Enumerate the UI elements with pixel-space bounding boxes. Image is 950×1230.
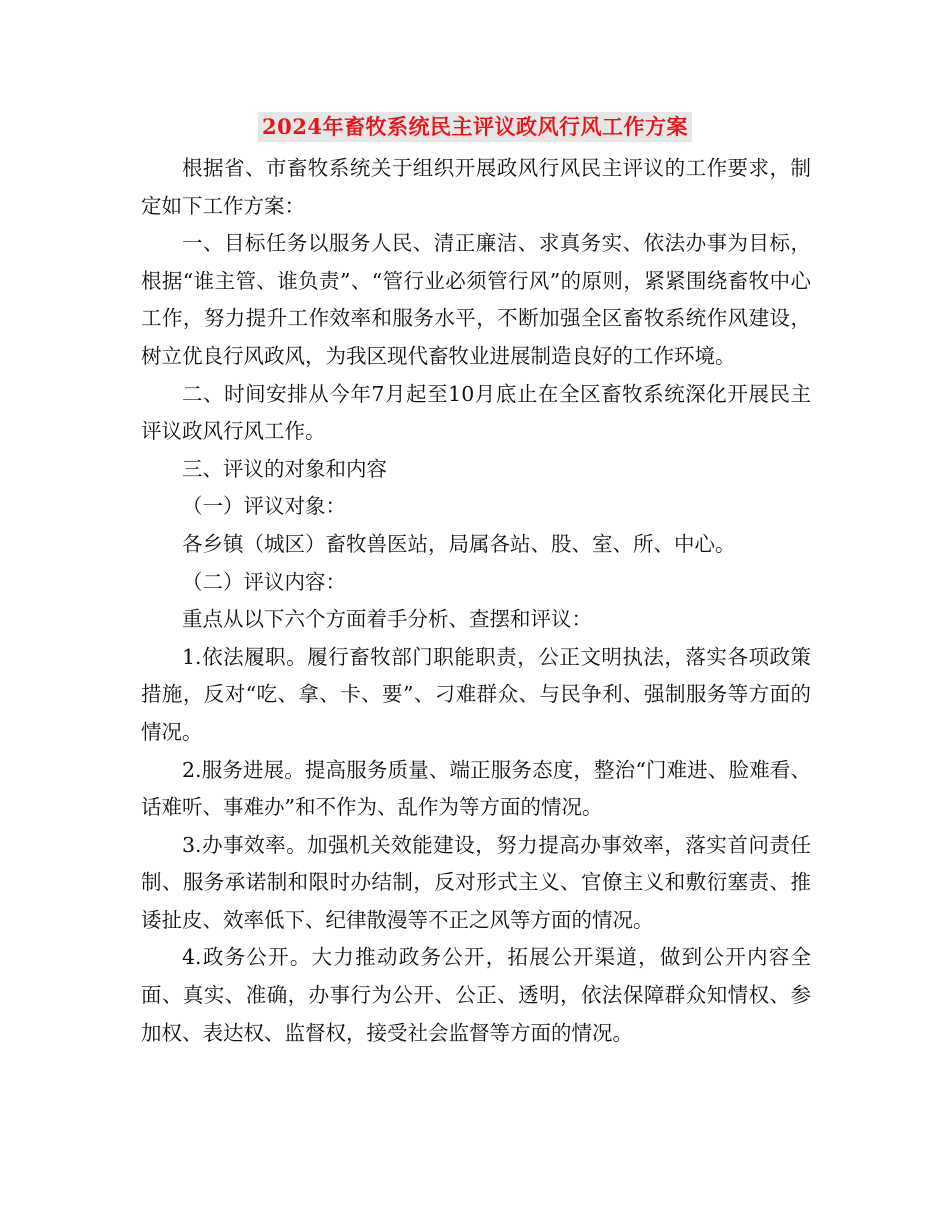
paragraph-section-3-heading: 三、评议的对象和内容 — [182, 456, 387, 481]
document-title: 2024年畜牧系统民主评议政风行风工作方案 — [258, 112, 692, 142]
paragraph-item-3-efficiency: 3.办事效率。加强机关效能建设，努力提高办事效率，落实首问责任制、服务承诺制和限时办结制，反对形式主义、官僚主义和敷衍塞责、推诿扯皮、效率低下、纪律散漫等不正之风等方面的情况。 — [141, 832, 811, 932]
paragraph-subsection-2-heading: （二）评议内容： — [182, 569, 346, 594]
paragraph-evaluation-targets: 各乡镇（城区）畜牧兽医站，局属各站、股、室、所、中心。 — [182, 531, 736, 556]
document-body — [141, 150, 811, 1052]
paragraph-intro: 根据省、市畜牧系统关于组织开展政风行风民主评议的工作要求，制定如下工作方案： — [141, 156, 811, 218]
paragraph-section-2-schedule: 二、时间安排从今年7月起至10月底止在全区畜牧系统深化开展民主评议政风行风工作。 — [141, 381, 811, 444]
paragraph-subsection-1-heading: （一）评议对象： — [182, 494, 346, 519]
paragraph-evaluation-focus: 重点从以下六个方面着手分析、查摆和评议： — [182, 607, 592, 632]
paragraph-item-1-lawful-duty: 1.依法履职。履行畜牧部门职能职责，公正文明执法，落实各项政策措施，反对“吃、拿、卡、要”、刁难群众、与民争利、强制服务等方面的情况。 — [141, 644, 811, 744]
paragraph-item-4-transparency: 4.政务公开。大力推动政务公开，拓展公开渠道，做到公开内容全面、真实、准确，办事行为公开、公正、透明，依法保障群众知情权、参加权、表达权、监督权，接受社会监督等方面的情况。 — [141, 945, 811, 1045]
paragraph-item-2-service: 2.服务进展。提高服务质量、端正服务态度，整治“门难进、脸难看、话难听、事难办”和不作为、乱作为等方面的情况。 — [141, 757, 811, 820]
title-container — [0, 112, 950, 142]
paragraph-section-1-goals: 一、目标任务以服务人民、清正廉洁、求真务实、依法办事为目标，根据“谁主管、谁负责”、“管行业必须管行风”的原则，紧紧围绕畜牧中心工作，努力提升工作效率和服务水平，不断加强全区畜牧系统作风建设，树立优良行风政风，为我区现代畜牧业进展制造良好的工作环境。 — [141, 231, 811, 368]
